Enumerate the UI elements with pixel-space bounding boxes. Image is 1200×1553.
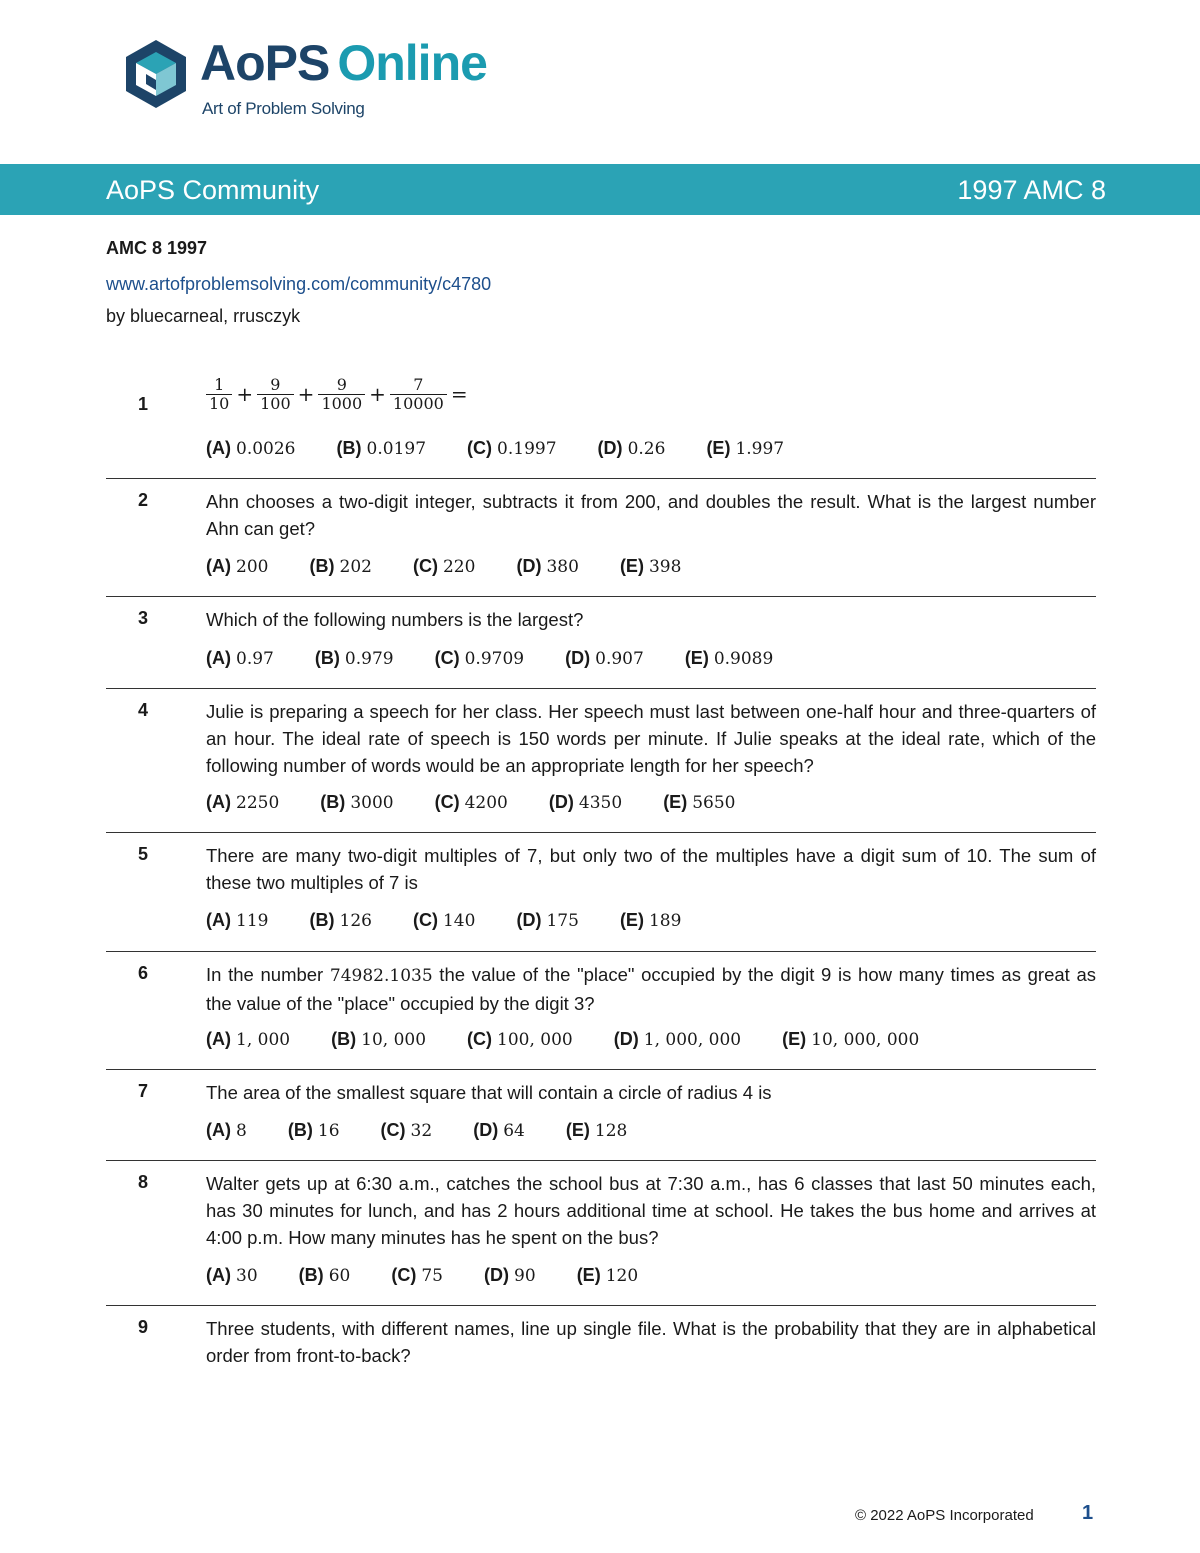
choice-e: (E) 1.997: [706, 438, 785, 459]
choice-c: (C) 220: [412, 556, 476, 577]
answer-choices: [206, 1265, 674, 1286]
choice-d: (D) 0.26: [597, 438, 666, 459]
problem-number: 5: [138, 844, 149, 864]
banner-community-title: AoPS Community: [106, 175, 320, 205]
problem-number: 6: [138, 963, 149, 983]
choice-d: (D) 0.907: [565, 648, 644, 669]
problem-text: There are many two-digit multiples of 7, but only two of the multiples have a digit sum of 10. The sum of these two multiples of 7 is: [206, 845, 1096, 893]
logo-wordmark: [200, 34, 487, 92]
choice-e: (E) 120: [576, 1265, 639, 1286]
choice-d: (D) 64: [473, 1120, 525, 1141]
answer-choices: [206, 1029, 955, 1050]
choice-a: (A) 8: [206, 1120, 247, 1141]
problem-text: The area of the smallest square that will contain a circle of radius 4 is: [206, 1082, 772, 1103]
problem-number: 1: [138, 394, 149, 414]
choice-b: (B) 202: [309, 556, 372, 577]
answer-choices: [206, 438, 820, 459]
choice-a: (A) 119: [206, 910, 269, 931]
problem-number: 2: [138, 490, 149, 510]
choice-d: (D) 175: [516, 910, 579, 931]
choice-b: (B) 16: [287, 1120, 340, 1141]
problem-5: [106, 832, 1096, 952]
choice-d: (D) 90: [484, 1265, 536, 1286]
problem-text: In the number 74982.1035 the value of the "place" occupied by the digit 9 is how many times as great as the value of the "place" occupied by the digit 3?: [206, 964, 1096, 1014]
choice-e: (E) 5650: [663, 792, 736, 813]
choice-b: (B) 3000: [320, 792, 394, 813]
authors-line: by bluecarneal, rrusczyk: [106, 306, 301, 326]
header-banner: [0, 164, 1200, 215]
choice-a: (A) 0.0026: [206, 438, 296, 459]
problem-text: Ahn chooses a two-digit integer, subtracts it from 200, and doubles the result. What is the largest number Ahn can get?: [206, 491, 1096, 539]
plus-sign: +: [297, 382, 315, 406]
choice-c: (C) 75: [391, 1265, 443, 1286]
problem-8: [106, 1160, 1096, 1306]
choice-a: (A) 30: [206, 1265, 258, 1286]
choice-c: (C) 0.9709: [434, 648, 525, 669]
choice-c: (C) 4200: [434, 792, 508, 813]
equals-sign: =: [450, 382, 468, 406]
problem-number: 7: [138, 1081, 149, 1101]
choice-d: (D) 4350: [548, 792, 623, 813]
logo-tagline: Art of Problem Solving: [202, 99, 365, 118]
fraction-term: $\frac{7}{10000}$: [390, 376, 447, 413]
choice-a: (A) 2250: [206, 792, 280, 813]
choice-c: (C) 0.1997: [467, 438, 557, 459]
aops-cube-logo-icon: [124, 38, 188, 110]
choice-e: (E) 398: [619, 556, 682, 577]
problem-number: 9: [138, 1317, 149, 1337]
choice-c: (C) 100, 000: [467, 1029, 573, 1050]
problem-2: [106, 478, 1096, 597]
problem-expression: [206, 376, 1096, 413]
document-meta: [106, 238, 491, 330]
problem-text: Julie is preparing a speech for her class. Her speech must last between one-half hour and three-quarters of an hour. The ideal rate of speech is 150 words per minute. If Julie speaks at the ideal rate, which of the following number of words would be an appropriate length for her speech?: [206, 701, 1096, 776]
problem-text: Which of the following numbers is the largest?: [206, 609, 584, 630]
banner-contest-title: 1997 AMC 8: [957, 175, 1106, 205]
problem-6: [106, 951, 1096, 1070]
choice-e: (E) 128: [565, 1120, 628, 1141]
page-number: 1: [1082, 1502, 1094, 1524]
choice-e: (E) 10, 000, 000: [782, 1029, 920, 1050]
plus-sign: +: [369, 382, 386, 406]
choice-d: (D) 1, 000, 000: [613, 1029, 742, 1050]
aops-online-logo: [124, 35, 524, 124]
choice-e: (E) 189: [619, 910, 682, 931]
choice-d: (D) 380: [516, 556, 579, 577]
choice-c: (C) 32: [380, 1120, 433, 1141]
problem-9: [106, 1305, 1096, 1385]
problem-text: Three students, with different names, line up single file. What is the probability that they are in alphabetical order from front-to-back?: [206, 1318, 1096, 1366]
choice-b: (B) 0.979: [314, 648, 394, 669]
problem-7: [106, 1069, 1096, 1161]
problem-number: 4: [138, 700, 149, 720]
answer-choices: [206, 648, 809, 669]
problem-3: [106, 596, 1096, 689]
problem-number: 3: [138, 608, 149, 628]
fraction-term: $\frac{9}{100}$: [257, 376, 294, 413]
problem-1: [106, 372, 1096, 479]
choice-e: (E) 0.9089: [684, 648, 774, 669]
answer-choices: [206, 910, 717, 931]
document-title: AMC 8 1997: [106, 238, 208, 258]
answer-choices: [206, 556, 717, 577]
decimal-number: 74982.1035: [329, 966, 433, 986]
fraction-term: $\frac{9}{1000}$: [318, 376, 365, 413]
community-link[interactable]: www.artofproblemsolving.com/community/c4780: [106, 274, 492, 294]
choice-b: (B) 10, 000: [331, 1029, 427, 1050]
choice-a: (A) 200: [206, 556, 269, 577]
choice-b: (B) 0.0197: [336, 438, 427, 459]
choice-b: (B) 60: [298, 1265, 351, 1286]
choice-a: (A) 0.97: [206, 648, 274, 669]
plus-sign: +: [236, 382, 254, 406]
fraction-term: $\frac{1}{10}$: [206, 376, 232, 413]
answer-choices: [206, 1120, 663, 1141]
choice-b: (B) 126: [309, 910, 372, 931]
answer-choices: [206, 792, 771, 813]
logo-online-text: Online: [337, 35, 487, 91]
problem-text: Walter gets up at 6:30 a.m., catches the school bus at 7:30 a.m., has 6 classes that last 50 minutes each, has 30 minutes for lunch, and has 2 hours additional time at school. He takes the bus home and arrives at 4:00 p.m. How many minutes has he spent on the bus?: [206, 1173, 1096, 1248]
choice-c: (C) 140: [412, 910, 476, 931]
problem-number: 8: [138, 1172, 149, 1192]
choice-a: (A) 1, 000: [206, 1029, 291, 1050]
problem-4: [106, 688, 1096, 833]
copyright-footer: © 2022 AoPS Incorporated: [855, 1507, 1034, 1524]
logo-aops-text: AoPS: [200, 35, 330, 91]
